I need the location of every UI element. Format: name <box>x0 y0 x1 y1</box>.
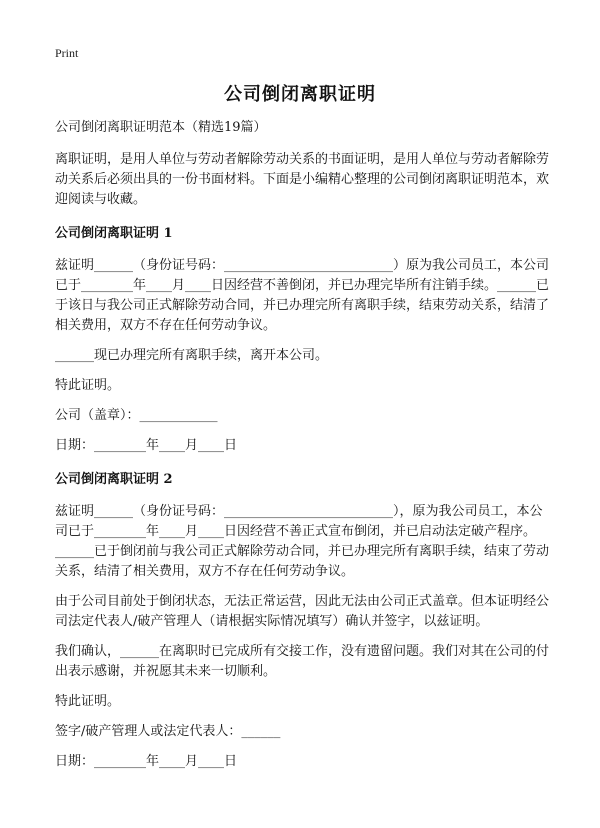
section2-closing: 特此证明。 <box>55 694 121 709</box>
document-subtitle: 公司倒闭离职证明范本（精选19篇） <box>55 120 267 135</box>
section1-seal-line: 公司（盖章）：____________ <box>55 408 218 423</box>
section1-date-line: 日期：________年____月____日 <box>55 438 238 453</box>
section2-date-line: 日期：________年____月____日 <box>55 754 238 769</box>
document-title: 公司倒闭离职证明 <box>224 84 376 105</box>
print-label: Print <box>55 46 79 60</box>
section2-heading: 公司倒闭离职证明 2 <box>55 472 173 487</box>
document-body <box>55 118 550 782</box>
section1-heading: 公司倒闭离职证明 1 <box>55 226 173 241</box>
section2-paragraph-1: 兹证明______（身份证号码：__________________________），原为我公司员工，本公司已于________年____月____日因经营不善正式宣布倒闭，并已启动法定破产程序。______已于倒闭前与我公司正式解除劳动合同，并已办理完所有离职手续，结束了劳动关系，结清了相关费用，双方不存在任何劳动争议。 <box>55 504 550 579</box>
section2-paragraph-3: 我们确认，______在离职时已完成所有交接工作，没有遗留问题。我们对其在公司的付出表示感谢，并祝愿其未来一切顺利。 <box>55 644 550 679</box>
section2-signature-line: 签字/破产管理人或法定代表人：______ <box>55 724 281 739</box>
section1-paragraph-1: 兹证明______（身份证号码：__________________________）原为我公司员工，本公司已于________年____月____日因经营不善倒闭，并已办理完毕所有注销手续。______已于该日与我公司正式解除劳动合同，并已办理完所有离职手续，结束劳动关系，结清了相关费用，双方不存在任何劳动争议。 <box>55 258 550 333</box>
intro-paragraph: 离职证明，是用人单位与劳动者解除劳动关系的书面证明，是用人单位与劳动者解除劳动关系后必须出具的一份书面材料。下面是小编精心整理的公司倒闭离职证明范本，欢迎阅读与收藏。 <box>55 152 550 207</box>
section1-closing: 特此证明。 <box>55 378 121 393</box>
section2-paragraph-2: 由于公司目前处于倒闭状态，无法正常运营，因此无法由公司正式盖章。但本证明经公司法定代表人/破产管理人（请根据实际情况填写）确认并签字，以兹证明。 <box>55 594 550 629</box>
section1-paragraph-2: ______现已办理完所有离职手续，离开本公司。 <box>55 348 329 363</box>
